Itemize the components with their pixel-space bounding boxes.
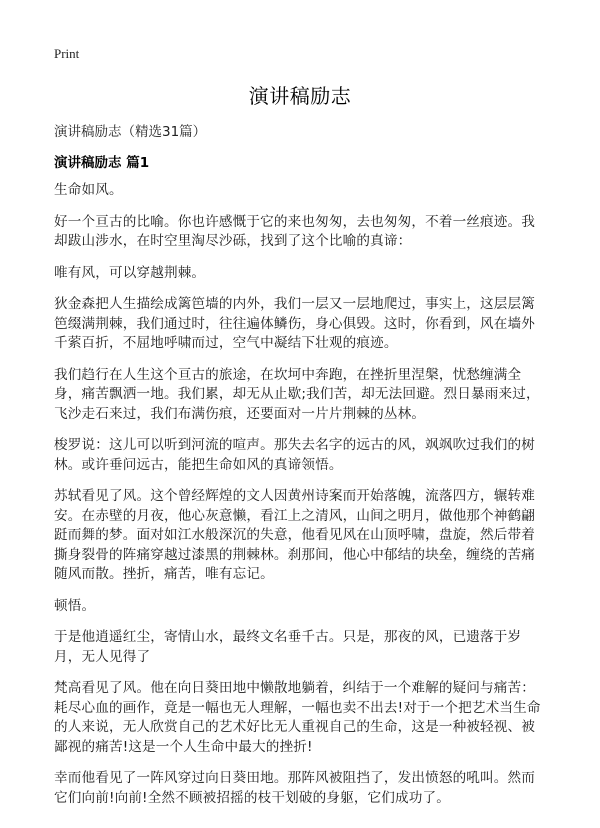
paragraph: 梵高看见了风。他在向日葵田地中懒散地躺着，纠结于一个难解的疑问与痛苦：耗尽心血的画作，竟是一幅也无人理解，一幅也卖不出去!对于一个把艺术当生命的人来说，无人欣赏自己的艺术好比无人重视自己的生命，这是一种被轻视、被鄙视的痛苦!这是一个人生命中最大的挫折! — [54, 680, 541, 755]
paragraph: 我们趋行在人生这个亘古的旅途，在坎坷中奔跑，在挫折里涅槃，忧愁缠满全身，痛苦飘洒一地。我们累，却无从止歇;我们苦，却无法回避。烈日暴雨来过，飞沙走石来过，我们布满伤痕，还要面对一片片荆棘的丛林。 — [54, 366, 540, 422]
paragraph: 好一个亘古的比喻。你也许感慨于它的来也匆匆，去也匆匆，不着一丝痕迹。我却跋山涉水，在时空里淘尽沙砾，找到了这个比喻的真谛： — [54, 213, 536, 249]
document-subtitle: 演讲稿励志（精选31篇） — [54, 124, 207, 140]
paragraph: 唯有风，可以穿越荆棘。 — [54, 264, 206, 281]
document-title: 演讲稿励志 — [248, 84, 352, 108]
paragraph: 幸而他看见了一阵风穿过向日葵田地。那阵风被阻挡了，发出愤怒的吼叫。然而它们向前!向前!全然不顾被招摇的枝干划破的身躯，它们成功了。 — [54, 770, 536, 806]
paragraph: 苏轼看见了风。这个曾经辉煌的文人因黄州诗案而开始落魄，流落四方，辗转难安。在赤壁的月夜，他心灰意懒，看江上之清风，山间之明月，做他那个神鹤翩跹而舞的梦。面对如江水般深沉的失意，他看见风在山顶呼啸，盘旋，然后带着撕身裂骨的阵痛穿越过漆黑的荆棘林。刹那间，他心中郁结的块垒，缠绕的苦痛随风而散。挫折，痛苦，唯有忘记。 — [54, 488, 536, 582]
section-heading: 演讲稿励志 篇1 — [54, 155, 150, 171]
paragraph: 梭罗说：这儿可以听到河流的喧声。那失去名字的远古的风，飒飒吹过我们的树林。或许垂问远古，能把生命如风的真谛领悟。 — [54, 437, 536, 473]
paragraph: 于是他逍遥红尘，寄情山水，最终文名垂千古。只是，那夜的风，已遗落于岁月，无人见得了 — [54, 629, 522, 665]
article-body — [54, 181, 544, 820]
paragraph: 狄金森把人生描绘成篱笆墙的内外，我们一层又一层地爬过，事实上，这层层篱笆缀满荆棘，我们通过时，往往遍体鳞伤，身心俱毁。这时，你看到，风在墙外千萦百折，不屈地呼啸而过，空气中凝结下壮观的痕迹。 — [54, 296, 536, 351]
paragraph: 顿悟。 — [54, 597, 96, 614]
paragraph: 生命如风。 — [54, 182, 123, 198]
print-label: Print — [54, 46, 80, 61]
